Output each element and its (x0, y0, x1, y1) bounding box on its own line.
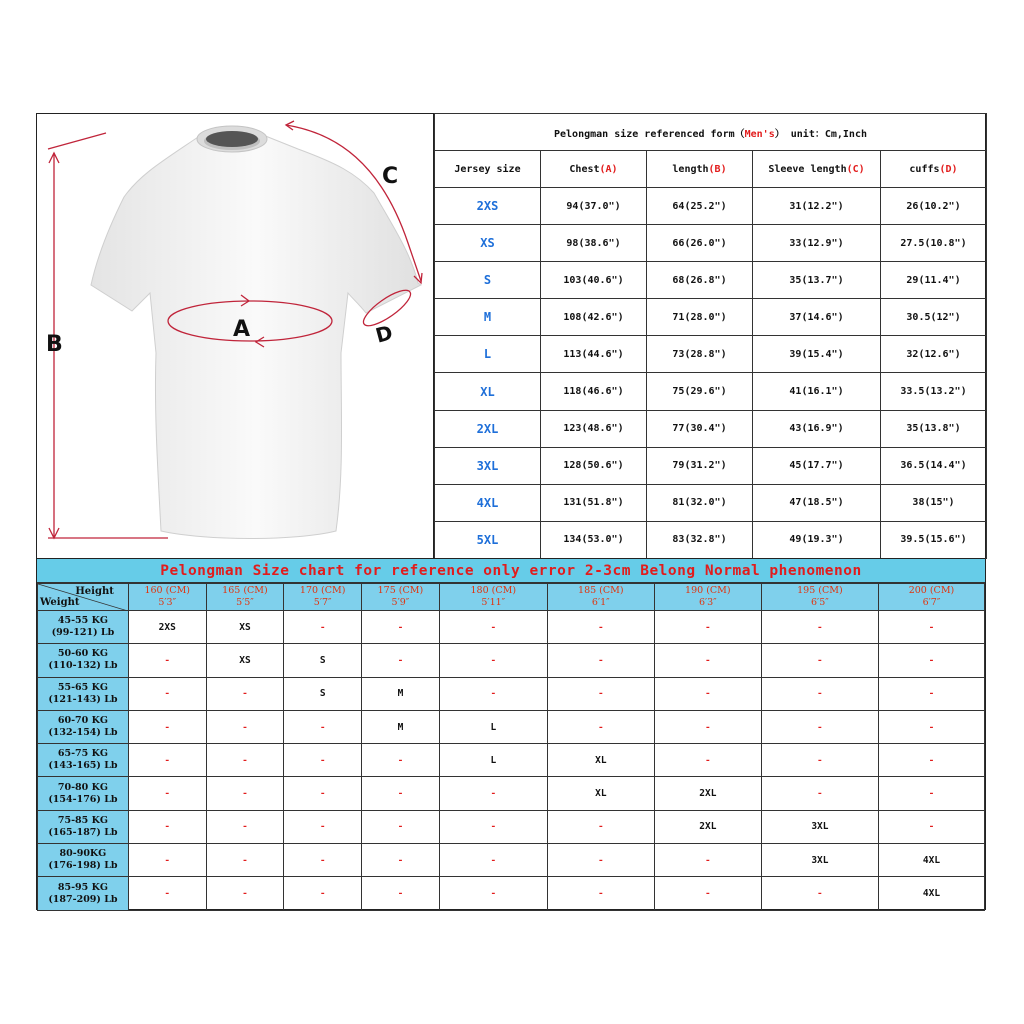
weight-row (38, 677, 985, 710)
chart-size-cell: - (878, 810, 984, 843)
size-sleeve-cell: 39(15.4") (753, 336, 881, 373)
size-chest-cell: 118(46.6") (541, 373, 647, 410)
chart-size-cell: - (761, 677, 878, 710)
size-length-cell: 79(31.2") (647, 447, 753, 484)
weight-row (38, 877, 985, 910)
weight-label-cell: 50-60 KG (110-132) Lb (38, 644, 129, 677)
chart-size-cell: - (206, 677, 284, 710)
size-row (435, 373, 987, 410)
size-row (435, 262, 987, 299)
size-chest-cell: 103(40.6") (541, 262, 647, 299)
size-sleeve-cell: 37(14.6") (753, 299, 881, 336)
size-label-cell: 3XL (435, 447, 541, 484)
size-length-cell: 83(32.8") (647, 521, 753, 558)
chart-size-cell: - (439, 677, 547, 710)
chart-size-cell: M (362, 710, 440, 743)
chart-size-cell: - (761, 777, 878, 810)
size-label-cell: XS (435, 225, 541, 262)
chart-size-cell: - (761, 644, 878, 677)
size-sleeve-cell: 43(16.9") (753, 410, 881, 447)
chart-size-cell: - (439, 644, 547, 677)
chart-size-cell: - (206, 877, 284, 910)
size-row (435, 225, 987, 262)
size-chest-cell: 123(48.6") (541, 410, 647, 447)
size-row (435, 521, 987, 558)
size-header-cell: Sleeve length(C) (753, 151, 881, 188)
chart-size-cell: - (284, 777, 362, 810)
size-header-cell: Chest(A) (541, 151, 647, 188)
size-row (435, 484, 987, 521)
chart-size-cell: - (362, 644, 440, 677)
size-length-cell: 73(28.8") (647, 336, 753, 373)
chart-size-cell: - (878, 677, 984, 710)
height-header-cell: 175 (CM) 5′9″ (362, 584, 440, 611)
size-label-cell: S (435, 262, 541, 299)
size-cuffs-cell: 32(12.6") (881, 336, 987, 373)
weight-row (38, 844, 985, 877)
chart-size-cell: 2XL (654, 777, 761, 810)
chart-size-cell: S (284, 677, 362, 710)
tshirt-diagram (36, 113, 434, 558)
chart-size-cell: - (547, 677, 654, 710)
weight-row (38, 777, 985, 810)
size-sleeve-cell: 47(18.5") (753, 484, 881, 521)
weight-label-cell: 85-95 KG (187-209) Lb (38, 877, 129, 910)
size-chest-cell: 94(37.0") (541, 188, 647, 225)
label-c: C (382, 164, 399, 189)
chart-size-cell: - (439, 810, 547, 843)
size-header-cell: cuffs(D) (881, 151, 987, 188)
chart-size-cell: XL (547, 744, 654, 777)
chart-size-cell: - (439, 777, 547, 810)
chart-size-cell: 2XL (654, 810, 761, 843)
size-cuffs-cell: 26(10.2") (881, 188, 987, 225)
chart-height-header (38, 584, 985, 611)
size-length-cell: 77(30.4") (647, 410, 753, 447)
height-header-cell: 170 (CM) 5′7″ (284, 584, 362, 611)
chart-size-cell: - (878, 710, 984, 743)
size-length-cell: 64(25.2") (647, 188, 753, 225)
chart-size-cell: - (654, 710, 761, 743)
chart-size-cell: - (654, 877, 761, 910)
chart-size-cell: - (654, 677, 761, 710)
size-sleeve-cell: 41(16.1") (753, 373, 881, 410)
height-header-cell: 200 (CM) 6′7″ (878, 584, 984, 611)
size-header-cell: Jersey size (435, 151, 541, 188)
size-chart-banner: Pelongman Size chart for reference only error 2-3cm Belong Normal phenomenon (37, 558, 985, 583)
chart-size-cell: - (362, 744, 440, 777)
chart-size-cell: XS (206, 644, 284, 677)
size-sleeve-cell: 49(19.3") (753, 521, 881, 558)
size-cuffs-cell: 29(11.4") (881, 262, 987, 299)
height-header-cell: 160 (CM) 5′3″ (128, 584, 206, 611)
chart-size-cell: - (128, 677, 206, 710)
chart-size-cell: M (362, 677, 440, 710)
size-chest-cell: 131(51.8") (541, 484, 647, 521)
chart-size-cell: 2XS (128, 611, 206, 644)
chart-size-cell: - (128, 877, 206, 910)
chart-size-cell: - (654, 644, 761, 677)
size-length-cell: 66(26.0") (647, 225, 753, 262)
chart-size-cell: - (284, 877, 362, 910)
chart-size-cell: - (206, 810, 284, 843)
chart-size-cell: - (761, 744, 878, 777)
chart-size-cell: - (878, 611, 984, 644)
weight-label-cell: 70-80 KG (154-176) Lb (38, 777, 129, 810)
chart-size-cell: - (206, 710, 284, 743)
size-row (435, 410, 987, 447)
chart-size-cell: XS (206, 611, 284, 644)
label-d: D (372, 320, 396, 348)
label-b: B (46, 332, 63, 357)
chart-size-cell: - (128, 710, 206, 743)
chart-size-cell: - (654, 744, 761, 777)
chart-size-cell: - (362, 844, 440, 877)
chart-size-cell: - (362, 611, 440, 644)
chart-size-cell: - (547, 844, 654, 877)
height-header-cell: 190 (CM) 6′3″ (654, 584, 761, 611)
size-header-cell: length(B) (647, 151, 753, 188)
weight-label-cell: 65-75 KG (143-165) Lb (38, 744, 129, 777)
chart-size-cell: - (547, 810, 654, 843)
chart-size-cell: - (128, 810, 206, 843)
chart-size-cell: 3XL (761, 844, 878, 877)
chart-corner-cell: Height Weight (38, 584, 129, 611)
weight-row (38, 810, 985, 843)
height-header-cell: 195 (CM) 6′5″ (761, 584, 878, 611)
weight-label-cell: 75-85 KG (165-187) Lb (38, 810, 129, 843)
chart-size-cell: L (439, 710, 547, 743)
chart-size-cell: - (439, 877, 547, 910)
chart-size-cell: - (654, 844, 761, 877)
chart-size-cell: - (206, 844, 284, 877)
size-row (435, 336, 987, 373)
chart-size-cell: - (284, 710, 362, 743)
size-length-cell: 68(26.8") (647, 262, 753, 299)
chart-size-cell: - (878, 744, 984, 777)
size-cuffs-cell: 36.5(14.4") (881, 447, 987, 484)
size-row (435, 447, 987, 484)
size-sleeve-cell: 45(17.7") (753, 447, 881, 484)
chart-size-cell: - (284, 810, 362, 843)
size-label-cell: 5XL (435, 521, 541, 558)
weight-row (38, 611, 985, 644)
weight-label-cell: 60-70 KG (132-154) Lb (38, 710, 129, 743)
size-chest-cell: 98(38.6") (541, 225, 647, 262)
chart-size-cell: S (284, 644, 362, 677)
chart-size-cell: - (878, 777, 984, 810)
chart-size-cell: - (362, 810, 440, 843)
chart-size-cell: - (654, 611, 761, 644)
weight-label-cell: 55-65 KG (121-143) Lb (38, 677, 129, 710)
chart-size-cell: L (439, 744, 547, 777)
height-header-cell: 165 (CM) 5′5″ (206, 584, 284, 611)
weight-label-cell: 45-55 KG (99-121) Lb (38, 611, 129, 644)
chart-size-cell: - (439, 844, 547, 877)
chart-size-cell: - (284, 744, 362, 777)
size-row (435, 188, 987, 225)
chart-size-cell: - (362, 877, 440, 910)
size-measurement-table (434, 113, 987, 559)
height-header-cell: 180 (CM) 5′11″ (439, 584, 547, 611)
chart-size-cell: - (878, 644, 984, 677)
chart-size-cell: - (362, 777, 440, 810)
size-cuffs-cell: 33.5(13.2") (881, 373, 987, 410)
chart-size-cell: XL (547, 777, 654, 810)
size-length-cell: 71(28.0") (647, 299, 753, 336)
size-sleeve-cell: 31(12.2") (753, 188, 881, 225)
size-sleeve-cell: 33(12.9") (753, 225, 881, 262)
label-a: A (233, 317, 251, 342)
size-cuffs-cell: 30.5(12") (881, 299, 987, 336)
size-length-cell: 81(32.0") (647, 484, 753, 521)
size-label-cell: XL (435, 373, 541, 410)
chart-size-cell: 4XL (878, 877, 984, 910)
size-cuffs-cell: 38(15") (881, 484, 987, 521)
chart-size-cell: 3XL (761, 810, 878, 843)
chart-size-cell: - (439, 611, 547, 644)
chart-size-cell: - (284, 611, 362, 644)
chart-size-cell: - (761, 877, 878, 910)
chart-size-cell: - (761, 710, 878, 743)
size-table-title: Pelongman size referenced form（Men's） unit：Cm,Inch (435, 114, 987, 151)
height-weight-chart (37, 583, 985, 911)
chart-size-cell: 4XL (878, 844, 984, 877)
chart-size-cell: - (128, 644, 206, 677)
size-label-cell: M (435, 299, 541, 336)
size-label-cell: 2XS (435, 188, 541, 225)
weight-label-cell: 80-90KG (176-198) Lb (38, 844, 129, 877)
weight-row (38, 710, 985, 743)
size-chest-cell: 128(50.6") (541, 447, 647, 484)
chart-size-cell: - (206, 744, 284, 777)
chart-size-cell: - (206, 777, 284, 810)
chart-size-cell: - (547, 877, 654, 910)
chart-size-cell: - (547, 611, 654, 644)
weight-row (38, 744, 985, 777)
height-header-cell: 185 (CM) 6′1″ (547, 584, 654, 611)
tshirt-body (91, 129, 421, 539)
size-cuffs-cell: 27.5(10.8") (881, 225, 987, 262)
size-table-header (435, 151, 987, 188)
size-chest-cell: 113(44.6") (541, 336, 647, 373)
size-chest-cell: 134(53.0") (541, 521, 647, 558)
size-length-cell: 75(29.6") (647, 373, 753, 410)
size-sleeve-cell: 35(13.7") (753, 262, 881, 299)
size-label-cell: 4XL (435, 484, 541, 521)
shirt-diagram-panel (36, 113, 434, 558)
size-label-cell: 2XL (435, 410, 541, 447)
size-label-cell: L (435, 336, 541, 373)
chart-size-cell: - (128, 844, 206, 877)
chart-size-cell: - (128, 777, 206, 810)
chart-size-cell: - (128, 744, 206, 777)
weight-row (38, 644, 985, 677)
size-cuffs-cell: 39.5(15.6") (881, 521, 987, 558)
size-cuffs-cell: 35(13.8") (881, 410, 987, 447)
size-row (435, 299, 987, 336)
chart-size-cell: - (547, 710, 654, 743)
chart-size-cell: - (547, 644, 654, 677)
chart-size-cell: - (761, 611, 878, 644)
size-chest-cell: 108(42.6") (541, 299, 647, 336)
chart-size-cell: - (284, 844, 362, 877)
